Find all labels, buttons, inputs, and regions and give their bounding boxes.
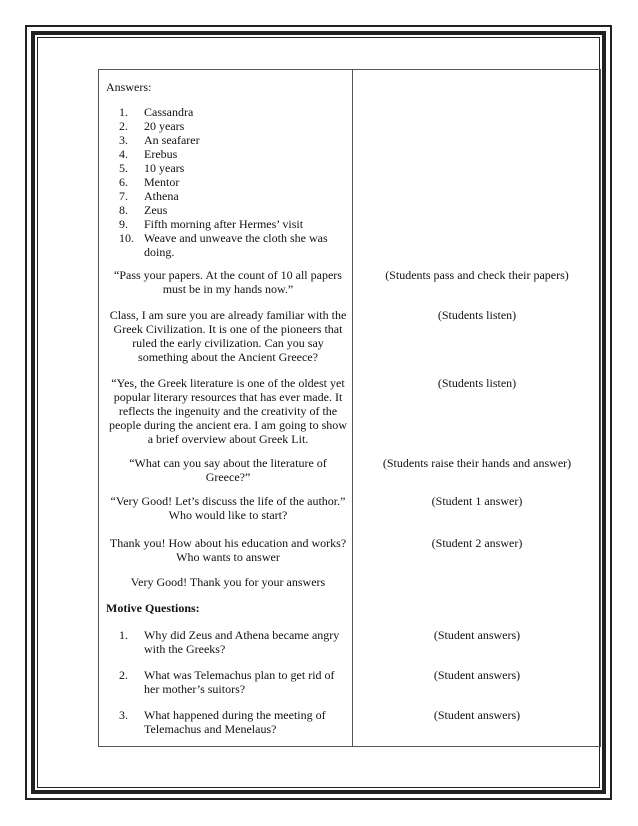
student-response: (Students listen) bbox=[437, 308, 517, 322]
student-response: (Students listen) bbox=[437, 376, 517, 390]
answer-item: Athena bbox=[144, 189, 179, 203]
motive-header: Motive Questions: bbox=[106, 601, 200, 615]
teacher-line: Very Good! Thank you for your answers bbox=[130, 575, 326, 589]
teacher-line: Thank you! How about his education and works? Who wants to answer bbox=[109, 536, 347, 564]
motive-number: 1. bbox=[119, 628, 128, 642]
teacher-line: “What can you say about the literature of Greece?” bbox=[129, 456, 327, 484]
answer-item: An seafarer bbox=[144, 133, 200, 147]
motive-number: 3. bbox=[119, 708, 128, 722]
teacher-line: “Yes, the Greek literature is one of the oldest yet popular literary resources that has ever made. It reflects the ingenuity and the creativity of the people during the ancient era. I am going to show a brief overview about Greek Lit. bbox=[109, 376, 347, 446]
answer-number: 4. bbox=[119, 147, 128, 161]
motive-question: What happened during the meeting of Telemachus and Menelaus? bbox=[144, 708, 326, 736]
motive-number: 2. bbox=[119, 668, 128, 682]
student-response: (Student answers) bbox=[433, 668, 521, 682]
answer-item: Erebus bbox=[144, 147, 178, 161]
answer-item: 20 years bbox=[144, 119, 185, 133]
answer-number: 8. bbox=[119, 203, 128, 217]
teacher-line: “Pass your papers. At the count of 10 all papers must be in my hands now.” bbox=[114, 268, 342, 296]
answer-number: 2. bbox=[119, 119, 128, 133]
answer-number: 10. bbox=[119, 231, 134, 245]
student-response: (Student answers) bbox=[433, 628, 521, 642]
answer-item: 10 years bbox=[144, 161, 185, 175]
answer-item: Zeus bbox=[144, 203, 168, 217]
teacher-line: “Very Good! Let’s discuss the life of the author.” Who would like to start? bbox=[110, 494, 346, 522]
answer-item: Fifth morning after Hermes’ visit bbox=[144, 217, 304, 231]
answer-number: 5. bbox=[119, 161, 128, 175]
answer-item: Cassandra bbox=[144, 105, 194, 119]
answer-item: Mentor bbox=[144, 175, 180, 189]
student-response: (Students raise their hands and answer) bbox=[382, 456, 572, 470]
student-response: (Student answers) bbox=[433, 708, 521, 722]
student-response: (Students pass and check their papers) bbox=[385, 268, 569, 282]
student-response: (Student 1 answer) bbox=[431, 494, 523, 508]
motive-question: What was Telemachus plan to get rid of her mother’s suitors? bbox=[144, 668, 335, 696]
answer-number: 3. bbox=[119, 133, 128, 147]
column-divider bbox=[352, 70, 353, 746]
answer-number: 6. bbox=[119, 175, 128, 189]
answer-number: 7. bbox=[119, 189, 128, 203]
answers-header: Answers: bbox=[106, 80, 152, 94]
answer-number: 9. bbox=[119, 217, 128, 231]
lesson-table bbox=[98, 69, 601, 747]
answer-number: 1. bbox=[119, 105, 128, 119]
teacher-line: Class, I am sure you are already familiar with the Greek Civilization. It is one of the pioneers that ruled the early civilization. Can you say something about the Ancient Greece? bbox=[109, 308, 347, 364]
student-response: (Student 2 answer) bbox=[431, 536, 523, 550]
motive-question: Why did Zeus and Athena became angry with the Greeks? bbox=[144, 628, 340, 656]
answer-item: Weave and unweave the cloth she was doing. bbox=[144, 231, 328, 259]
